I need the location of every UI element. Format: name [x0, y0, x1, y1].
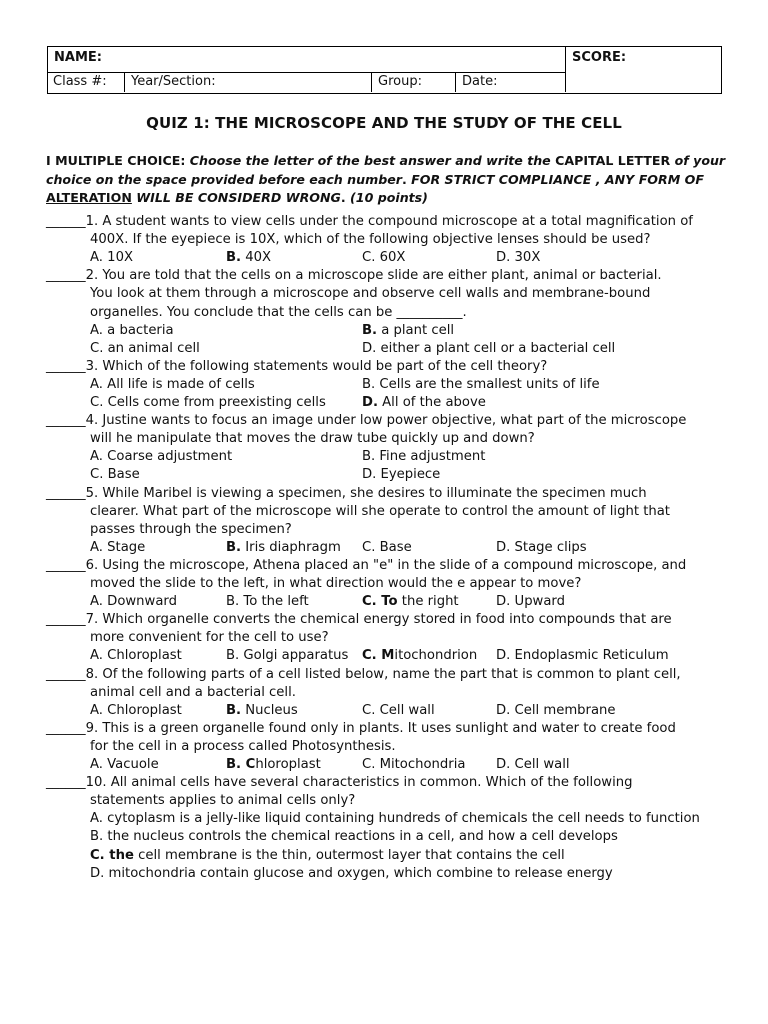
option-text: C. Base	[90, 467, 140, 483]
question-2-option	[90, 322, 174, 340]
question-6-option	[226, 593, 309, 611]
option-marker: C. M	[362, 648, 395, 664]
question-3-line	[46, 358, 547, 376]
option-text: A. All life is made of cells	[90, 376, 255, 392]
answer-blank[interactable]: ______	[46, 413, 86, 429]
question-9-option	[226, 756, 321, 774]
question-6-line	[46, 557, 686, 575]
question-5-option	[496, 539, 587, 557]
question-4-option	[362, 466, 440, 484]
question-10-line	[46, 774, 632, 792]
option-text: C. 60X	[362, 250, 406, 266]
question-7-option	[362, 647, 477, 665]
question-7-option	[90, 647, 182, 665]
question-8-option	[90, 702, 182, 720]
option-text: D. Stage clips	[496, 539, 587, 555]
option-text: a plant cell	[377, 322, 455, 338]
quiz-title: QUIZ 1: THE MICROSCOPE AND THE STUDY OF THE CELL	[146, 114, 622, 132]
question-5-line	[46, 485, 647, 503]
option-text: A. Downward	[90, 594, 177, 610]
question-9-option	[362, 756, 465, 774]
option-text: C. an animal cell	[90, 340, 200, 356]
answer-blank[interactable]: ______	[46, 485, 86, 501]
question-5-option	[362, 539, 412, 557]
instructions-alteration: ALTERATION	[46, 190, 132, 205]
instructions-colon: :	[180, 153, 190, 168]
question-3-option	[90, 394, 326, 412]
question-7-option	[496, 647, 669, 665]
question-text: 5. While Maribel is viewing a specimen, she desires to illuminate the specimen much	[85, 485, 647, 501]
option-text: A. 10X	[90, 250, 133, 266]
answer-blank[interactable]: ______	[46, 268, 86, 284]
question-6-line: moved the slide to the left, in what direction would the e appear to move?	[90, 576, 582, 591]
question-text: 6. Using the microscope, Athena placed an "e" in the slide of a compound microscope, and	[85, 557, 687, 573]
instructions-text3: WILL BE CONSIDERD WRONG	[136, 190, 341, 205]
question-7-line: more convenient for the cell to use?	[90, 630, 329, 646]
option-text: A. Coarse adjustment	[90, 449, 233, 465]
option-text: itochondrion	[394, 648, 478, 664]
option-text: hloroplast	[255, 757, 321, 772]
question-2-line: organelles. You conclude that the cells can be __________.	[90, 304, 467, 320]
question-2-option	[90, 340, 200, 358]
instructions-caps: CAPITAL LETTER	[555, 153, 671, 168]
question-8-option	[362, 702, 435, 720]
question-2-line	[46, 267, 662, 285]
instructions-text2: of your choice on the space provided before each number	[46, 153, 726, 187]
class-number-field[interactable]: Class #:	[48, 73, 125, 92]
option-marker: C. To	[362, 594, 398, 610]
instructions-text1: Choose the letter of the best answer and write the	[189, 153, 551, 168]
question-1-option	[496, 249, 540, 267]
option-text: C. Mitochondria	[362, 757, 466, 772]
option-text: D. Cell wall	[496, 757, 570, 772]
question-9-option	[496, 756, 570, 774]
question-9-line: for the cell in a process called Photosynthesis.	[90, 738, 396, 754]
question-text: 4. Justine wants to focus an image under low power objective, what part of the microscope	[85, 413, 687, 429]
question-3-option	[362, 394, 486, 412]
option-text: A. a bacteria	[90, 322, 174, 338]
option-text: A. Stage	[90, 539, 146, 555]
answer-blank[interactable]: ______	[46, 720, 86, 736]
question-1-line: 400X. If the eyepiece is 10X, which of the following objective lenses should be used?	[90, 232, 651, 248]
question-9-option	[90, 756, 159, 774]
option-text: B. Golgi apparatus	[226, 648, 349, 664]
question-5-line: clearer. What part of the microscope will she operate to control the amount of light that	[90, 503, 670, 519]
option-text: Iris diaphragm	[241, 539, 341, 555]
question-4-option	[362, 448, 485, 466]
question-8-line: animal cell and a bacterial cell.	[90, 684, 296, 700]
question-6-option	[362, 593, 459, 611]
option-text: C. Base	[362, 539, 412, 555]
question-8-option	[496, 702, 616, 720]
option-text: 40X	[241, 250, 272, 266]
question-3-option	[90, 376, 255, 394]
option-text: C. Cell wall	[362, 702, 435, 718]
question-10-option	[90, 810, 700, 828]
option-marker: C. the	[90, 847, 134, 863]
question-10-option	[90, 865, 613, 883]
answer-blank[interactable]: ______	[46, 557, 86, 573]
option-text: A. Vacuole	[90, 757, 159, 772]
question-1-option	[226, 249, 271, 267]
option-text: D. mitochondria contain glucose and oxygen, which combine to release energy	[90, 865, 613, 881]
question-4-line: will he manipulate that moves the draw tube quickly up and down?	[90, 431, 535, 447]
answer-blank[interactable]: ______	[46, 666, 86, 682]
name-field[interactable]: NAME:	[48, 47, 566, 73]
answer-blank[interactable]: ______	[46, 775, 86, 791]
instructions-strict: FOR STRICT COMPLIANCE , ANY FORM OF	[411, 171, 704, 187]
question-5-option	[90, 539, 145, 557]
question-8-option	[226, 702, 298, 720]
option-text: A. Chloroplast	[90, 702, 182, 718]
header-table	[47, 46, 722, 94]
option-text: C. Cells come from preexisting cells	[90, 395, 326, 410]
option-text: D. Eyepiece	[362, 467, 441, 483]
question-3-option	[362, 376, 600, 394]
option-marker: D.	[362, 395, 378, 410]
question-10-line: statements applies to animal cells only?	[90, 793, 356, 809]
option-text: Nucleus	[241, 702, 298, 718]
instructions-part: I MULTIPLE CHOICE	[46, 153, 181, 168]
question-2-line: You look at them through a microscope and observe cell walls and membrane-bound	[90, 286, 651, 302]
option-marker: B.	[226, 702, 242, 718]
instructions: I MULTIPLE CHOICE: Choose the letter of the best answer and write the CAPITAL LETTER of your choice on the space provided before each number. FOR STRICT COMPLIANCE , ANY FORM OF ALTERATION WILL BE CONSIDERD WRONG. (10 points)	[46, 153, 726, 205]
group-field[interactable]: Group:	[372, 73, 456, 92]
option-text: A. cytoplasm is a jelly-like liquid containing hundreds of chemicals the cell needs to function	[90, 811, 700, 827]
question-text: 10. All animal cells have several characteristics in common. Which of the following	[85, 775, 633, 791]
option-text: All of the above	[377, 395, 486, 410]
question-text: 9. This is a green organelle found only in plants. It uses sunlight and water to create food	[85, 720, 676, 736]
option-text: B. To the left	[226, 594, 309, 610]
date-field[interactable]: Date:	[456, 73, 566, 92]
question-4-option	[90, 466, 140, 484]
option-text: D. Endoplasmic Reticulum	[496, 648, 669, 664]
score-field[interactable]: SCORE:	[572, 50, 627, 65]
option-text: A. Chloroplast	[90, 648, 182, 664]
question-2-option	[362, 340, 615, 358]
question-2-option	[362, 322, 454, 340]
question-7-line	[46, 611, 672, 629]
instructions-points: (10 points)	[350, 190, 428, 205]
question-text: 2. You are told that the cells on a microscope slide are either plant, animal or bacterial.	[85, 268, 662, 284]
question-6-option	[496, 593, 565, 611]
question-7-option	[226, 647, 348, 665]
option-text: the right	[397, 594, 459, 610]
option-text: D. Cell membrane	[496, 702, 616, 718]
option-text: cell membrane is the thin, outermost layer that contains the cell	[133, 847, 565, 863]
option-marker: B.	[226, 539, 242, 555]
option-marker: B.	[362, 322, 378, 338]
question-text: 8. Of the following parts of a cell listed below, name the part that is common to plant cell,	[85, 666, 681, 682]
question-1-option	[362, 249, 405, 267]
question-text: 7. Which organelle converts the chemical energy stored in food into compounds that are	[85, 612, 672, 628]
question-1-option	[90, 249, 133, 267]
question-9-line	[46, 720, 676, 738]
question-10-option	[90, 847, 565, 865]
option-text: B. the nucleus controls the chemical reactions in a cell, and how a cell develops	[90, 829, 618, 845]
question-1-line	[46, 213, 693, 231]
option-text: B. Cells are the smallest units of life	[362, 376, 600, 392]
question-10-option	[90, 828, 618, 846]
option-text: D. either a plant cell or a bacterial cell	[362, 340, 616, 356]
question-5-option	[226, 539, 341, 557]
question-4-option	[90, 448, 232, 466]
option-marker: B. C	[226, 757, 256, 772]
option-text: D. 30X	[496, 250, 541, 266]
answer-blank[interactable]: ______	[46, 612, 86, 628]
question-4-line	[46, 412, 686, 430]
question-8-line	[46, 666, 681, 684]
option-text: B. Fine adjustment	[362, 449, 486, 465]
question-text: 1. A student wants to view cells under the compound microscope at a total magnification of	[85, 214, 693, 229]
option-text: D. Upward	[496, 594, 565, 610]
answer-blank[interactable]: ______	[46, 358, 86, 374]
question-text: 3. Which of the following statements would be part of the cell theory?	[85, 358, 548, 374]
option-marker: B.	[226, 250, 242, 266]
question-6-option	[90, 593, 177, 611]
year-section-field[interactable]: Year/Section:	[125, 73, 372, 92]
answer-blank[interactable]: ______	[46, 214, 86, 229]
question-5-line: passes through the specimen?	[90, 521, 292, 537]
